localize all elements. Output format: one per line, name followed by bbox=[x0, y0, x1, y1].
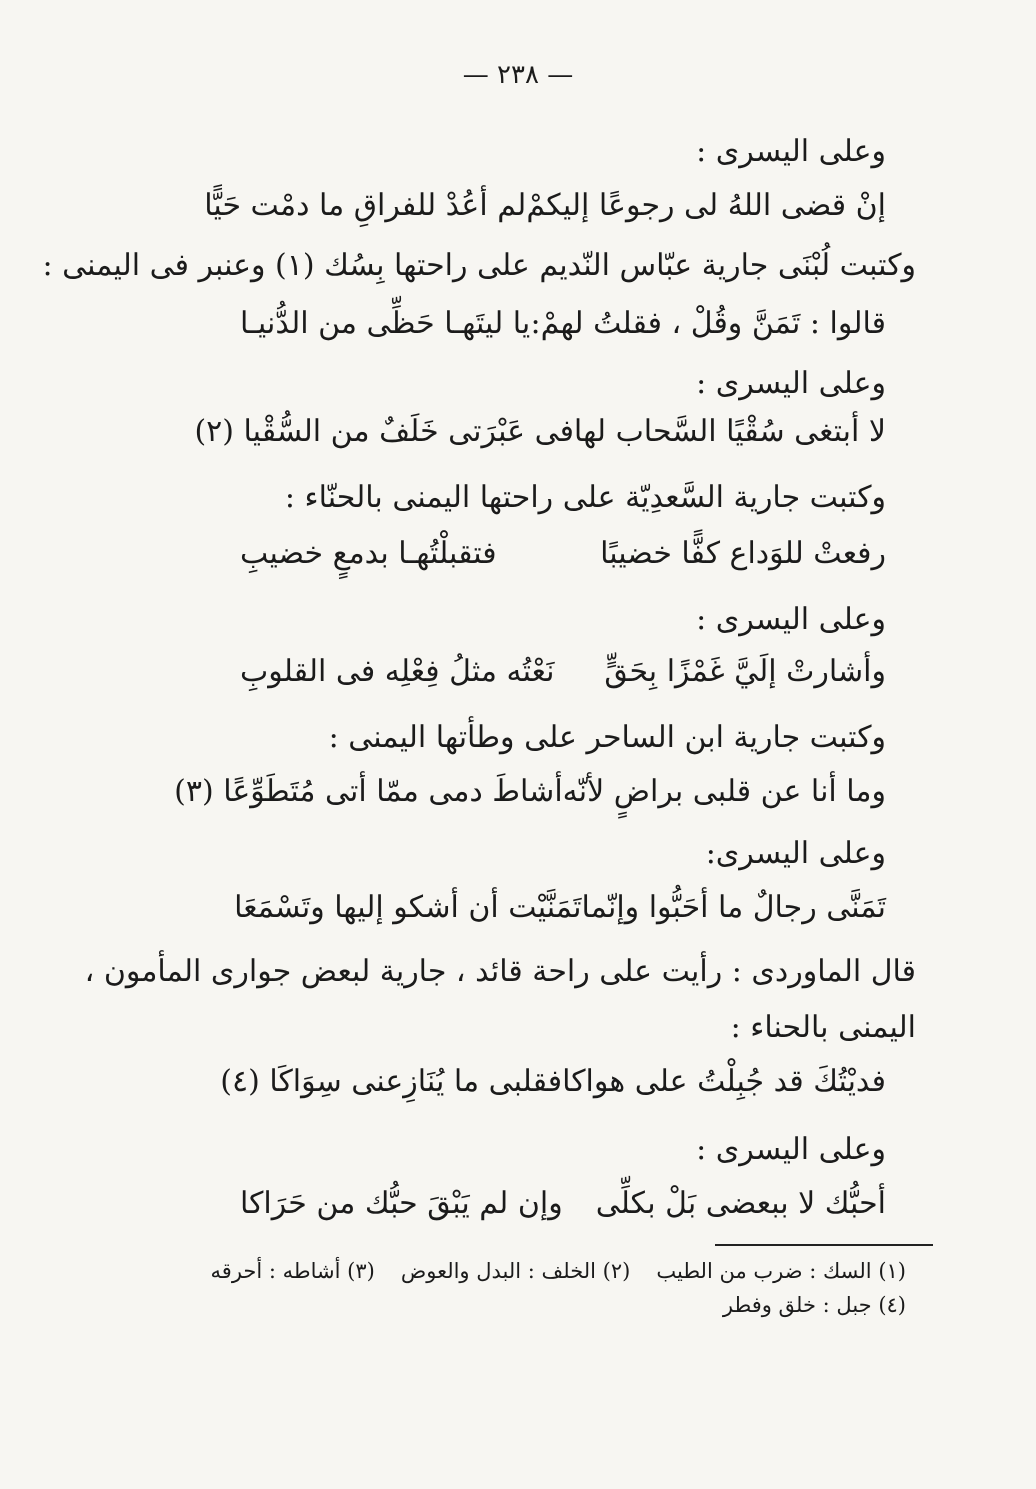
prose-line: وكتبت جارية السَّعدِيّة على راحتها اليمنى بالحنّاء : bbox=[284, 480, 886, 515]
prose-line: وعلى اليسرى : bbox=[696, 602, 886, 637]
footnotes-row bbox=[697, 1290, 906, 1320]
verse-first-hemistich: لا أبتغى سُقْيًا السَّحاب لها bbox=[573, 414, 886, 449]
verse-line bbox=[204, 186, 886, 226]
footnote: (٣) أشاطه : أحرقه bbox=[210, 1259, 375, 1283]
verse-second-hemistich: تَمَنَّيْت أن أشكو إليها وتَسْمَعَا bbox=[234, 890, 582, 925]
verse-first-hemistich: قالوا : تَمَنَّ وقُلْ ، فقلتُ لهمْ: bbox=[530, 306, 886, 341]
prose-line: قال الماوردى : رأيت على راحة قائد ، جارية لبعض جوارى المأمون ، bbox=[84, 954, 916, 989]
prose-line: وعلى اليسرى : bbox=[696, 134, 886, 169]
verse-line bbox=[220, 1062, 886, 1102]
verse-line bbox=[194, 412, 886, 452]
verse-line bbox=[240, 652, 886, 692]
prose-line: وكتبت لُبْنَى جارية عبّاس النّديم على راحتها بِسُك (١) وعنبر فى اليمنى : bbox=[42, 248, 916, 283]
verse-second-hemistich: يا ليتَهـا حَظِّى من الدُّنيـا bbox=[240, 306, 531, 341]
prose-line: وعلى اليسرى : bbox=[696, 366, 886, 401]
prose-line: وعلى اليسرى: bbox=[705, 836, 886, 871]
prose-line: اليمنى بالحناء : bbox=[730, 1010, 916, 1045]
verse-first-hemistich: وأشارتْ إلَيَّ غَمْزًا بِحَقٍّ bbox=[604, 654, 886, 689]
verse-second-hemistich: وإن لم يَبْقَ حبُّك من حَرَاكا bbox=[240, 1186, 563, 1221]
verse-line bbox=[240, 304, 886, 344]
verse-first-hemistich: وما أنا عن قلبى براضٍ لأنّه bbox=[562, 774, 886, 809]
verse-line bbox=[174, 772, 886, 812]
prose-line: وعلى اليسرى : bbox=[696, 1132, 886, 1167]
verse-first-hemistich: أحبُّك لا ببعضى بَلْ بكلِّى bbox=[595, 1186, 886, 1221]
verse-first-hemistich: إنْ قضى اللهُ لى رجوعًا إليكمْ bbox=[526, 188, 886, 223]
page-number: — ٢٣٨ — bbox=[462, 60, 574, 90]
verse-line bbox=[240, 1184, 886, 1224]
verse-second-hemistich: فتقبلْتُهـا بدمعٍ خضيبِ bbox=[240, 536, 497, 571]
verse-second-hemistich: فى عَبْرَتى خَلَفٌ من السُّقْيا (٢) bbox=[194, 414, 574, 449]
verse-first-hemistich: فديْتُكَ قد جُبِلْتُ على هواكا bbox=[562, 1064, 886, 1099]
verse-line bbox=[234, 888, 886, 928]
verse-line bbox=[240, 534, 886, 574]
verse-second-hemistich: لم أعُدْ للفراقِ ما دمْت حَيًّا bbox=[204, 188, 527, 223]
prose-line: وكتبت جارية ابن الساحر على وطأتها اليمنى : bbox=[328, 720, 886, 755]
footnote: (٤) جبل : خلق وفطر bbox=[722, 1293, 906, 1317]
footnote: (٢) الخلف : البدل والعوض bbox=[400, 1259, 631, 1283]
footnote: (١) السك : ضرب من الطيب bbox=[656, 1259, 906, 1283]
verse-second-hemistich: نَعْتُه مثلُ فِعْلِه فى القلوبِ bbox=[240, 654, 555, 689]
footnote-separator bbox=[715, 1244, 933, 1246]
footnotes-row bbox=[185, 1256, 906, 1286]
verse-first-hemistich: رفعتْ للوَداع كفًّا خضيبًا bbox=[600, 536, 886, 571]
verse-second-hemistich: أشاطَ دمى ممّا أتى مُتَطَوِّعًا (٣) bbox=[174, 774, 563, 809]
verse-first-hemistich: تَمَنَّى رجالٌ ما أحَبُّوا وإنّما bbox=[581, 890, 886, 925]
verse-second-hemistich: فقلبى ما يُنَازِعنى سِوَاكَا (٤) bbox=[220, 1064, 563, 1099]
